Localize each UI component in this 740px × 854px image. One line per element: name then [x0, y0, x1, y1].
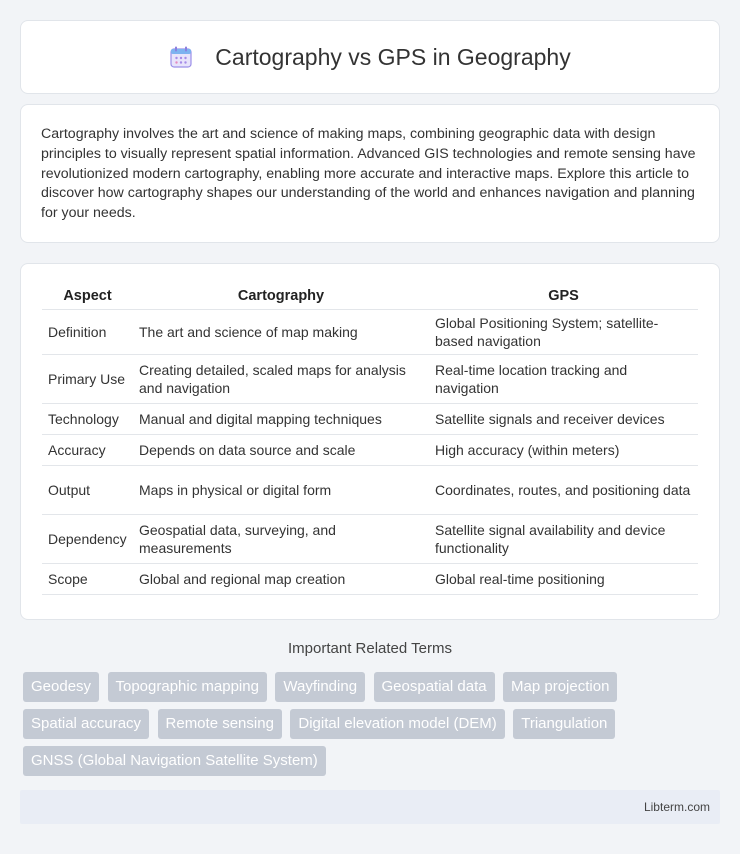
tag-triangulation[interactable]: Triangulation [513, 709, 615, 739]
row-aspect: Accuracy [42, 434, 133, 465]
footer [20, 790, 720, 824]
row-cartography: Manual and digital mapping techniques [133, 403, 429, 434]
table-row [42, 563, 698, 594]
row-cartography: Maps in physical or digital form [133, 465, 429, 514]
row-cartography: Global and regional map creation [133, 563, 429, 594]
table-header-row [42, 283, 698, 309]
tag-map-projection[interactable]: Map projection [503, 672, 617, 702]
row-cartography: Depends on data source and scale [133, 434, 429, 465]
row-gps: Coordinates, routes, and positioning data [429, 465, 698, 514]
row-gps: Real-time location tracking and navigation [429, 354, 698, 403]
tag-geodesy[interactable]: Geodesy [23, 672, 99, 702]
footer-site-link[interactable]: Libterm.com [643, 800, 710, 814]
row-cartography: The art and science of map making [133, 309, 429, 354]
page-title: Cartography vs GPS in Geography [215, 43, 571, 70]
row-gps: Satellite signal availability and device functionality [429, 514, 698, 563]
row-aspect: Definition [42, 309, 133, 354]
row-aspect: Scope [42, 563, 133, 594]
related-terms-title: Important Related Terms [288, 640, 452, 657]
calendar-icon [169, 45, 193, 69]
tag-geospatial-data[interactable]: Geospatial data [374, 672, 495, 702]
row-gps: Global real-time positioning [429, 563, 698, 594]
intro-paragraph: Cartography involves the art and science of making maps, combining geographic data with design principles to visually represent spatial information. Advanced GIS technologies and remote sensing have revolutionized modern cartography, enabling more accurate and interactive maps. Explore this article to discover how cartography shapes our understanding of the world and enhances navigation and planning for your needs. [41, 126, 696, 222]
row-aspect: Primary Use [42, 354, 133, 403]
table-row [42, 309, 698, 354]
tag-wayfinding[interactable]: Wayfinding [275, 672, 365, 702]
table-row [42, 354, 698, 403]
row-gps: Satellite signals and receiver devices [429, 403, 698, 434]
comparison-table [42, 283, 698, 595]
related-terms-list [23, 672, 723, 783]
tag-topographic-mapping[interactable]: Topographic mapping [108, 672, 267, 702]
row-aspect: Output [42, 465, 133, 514]
comparison-table-card [20, 263, 720, 620]
header-card [20, 20, 720, 94]
tag-spatial-accuracy[interactable]: Spatial accuracy [23, 709, 149, 739]
row-aspect: Dependency [42, 514, 133, 563]
table-row [42, 514, 698, 563]
row-cartography: Geospatial data, surveying, and measurements [133, 514, 429, 563]
header-aspect: Aspect [42, 283, 133, 309]
table-row [42, 403, 698, 434]
row-gps: High accuracy (within meters) [429, 434, 698, 465]
row-aspect: Technology [42, 403, 133, 434]
table-row [42, 465, 698, 514]
table-row [42, 434, 698, 465]
row-cartography: Creating detailed, scaled maps for analysis and navigation [133, 354, 429, 403]
header-cartography: Cartography [133, 283, 429, 309]
tag-digital-elevation-model[interactable]: Digital elevation model (DEM) [290, 709, 504, 739]
header-gps: GPS [429, 283, 698, 309]
tag-remote-sensing[interactable]: Remote sensing [158, 709, 282, 739]
tag-gnss[interactable]: GNSS (Global Navigation Satellite System) [23, 746, 326, 776]
row-gps: Global Positioning System; satellite-based navigation [429, 309, 698, 354]
intro-card [20, 104, 720, 243]
